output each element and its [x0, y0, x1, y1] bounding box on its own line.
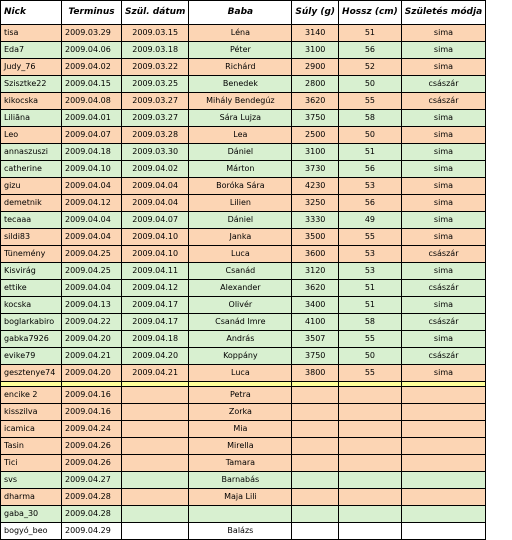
cell-weight — [292, 506, 339, 523]
cell-weight: 2800 — [292, 76, 339, 93]
cell-weight: 3507 — [292, 331, 339, 348]
cell-terminus: 2009.04.04 — [62, 280, 122, 297]
table-row — [1, 348, 486, 365]
cell-birth-mode: sima — [401, 365, 485, 382]
cell-weight: 3500 — [292, 229, 339, 246]
cell-terminus: 2009.04.22 — [62, 314, 122, 331]
table-row — [1, 42, 486, 59]
cell-length: 51 — [339, 297, 402, 314]
cell-weight: 3400 — [292, 297, 339, 314]
cell-baby: Tamara — [189, 455, 292, 472]
cell-length: 56 — [339, 161, 402, 178]
cell-birth-date — [122, 506, 189, 523]
cell-length: 49 — [339, 212, 402, 229]
cell-baby: Barnabás — [189, 472, 292, 489]
cell-length — [339, 421, 402, 438]
cell-nick: catherine — [1, 161, 62, 178]
cell-nick: bogyó_beo — [1, 523, 62, 540]
header-nick: Nick — [1, 1, 62, 25]
cell-terminus: 2009.04.16 — [62, 404, 122, 421]
cell-baby: Lea — [189, 127, 292, 144]
cell-birth-date: 2009.04.10 — [122, 229, 189, 246]
cell-nick: Tasin — [1, 438, 62, 455]
cell-length: 55 — [339, 229, 402, 246]
cell-nick: dharma — [1, 489, 62, 506]
cell-birth-date — [122, 421, 189, 438]
cell-birth-mode: sima — [401, 127, 485, 144]
cell-length: 51 — [339, 25, 402, 42]
cell-terminus: 2009.04.20 — [62, 365, 122, 382]
cell-birth-date: 2009.04.20 — [122, 348, 189, 365]
cell-birth-mode: császár — [401, 348, 485, 365]
cell-birth-date: 2009.03.25 — [122, 76, 189, 93]
cell-length: 53 — [339, 263, 402, 280]
table-row — [1, 472, 486, 489]
cell-terminus: 2009.04.28 — [62, 506, 122, 523]
table-row — [1, 110, 486, 127]
cell-length — [339, 523, 402, 540]
cell-weight — [292, 438, 339, 455]
table-row — [1, 331, 486, 348]
cell-birth-date: 2009.04.17 — [122, 314, 189, 331]
cell-length: 55 — [339, 331, 402, 348]
cell-nick: gabka7926 — [1, 331, 62, 348]
cell-length: 52 — [339, 59, 402, 76]
table-row — [1, 404, 486, 421]
cell-weight: 3620 — [292, 93, 339, 110]
table-row — [1, 421, 486, 438]
cell-terminus: 2009.04.07 — [62, 127, 122, 144]
cell-terminus: 2009.04.10 — [62, 161, 122, 178]
cell-birth-mode: császár — [401, 93, 485, 110]
cell-birth-date — [122, 489, 189, 506]
cell-birth-mode: sima — [401, 331, 485, 348]
cell-birth-date: 2009.04.04 — [122, 178, 189, 195]
cell-terminus: 2009.04.26 — [62, 455, 122, 472]
cell-birth-mode: sima — [401, 178, 485, 195]
table-row — [1, 455, 486, 472]
cell-birth-date: 2009.03.27 — [122, 110, 189, 127]
cell-baby: Boróka Sára — [189, 178, 292, 195]
cell-length: 58 — [339, 110, 402, 127]
cell-terminus: 2009.04.04 — [62, 212, 122, 229]
cell-weight: 2900 — [292, 59, 339, 76]
header-birth-mode: Születés módja — [401, 1, 485, 25]
cell-weight: 3120 — [292, 263, 339, 280]
cell-weight: 3100 — [292, 42, 339, 59]
header-baby: Baba — [189, 1, 292, 25]
cell-nick: ettike — [1, 280, 62, 297]
cell-weight: 3140 — [292, 25, 339, 42]
cell-birth-mode: sima — [401, 212, 485, 229]
cell-length: 50 — [339, 127, 402, 144]
cell-weight: 3100 — [292, 144, 339, 161]
cell-nick: annaszuszi — [1, 144, 62, 161]
cell-terminus: 2009.04.06 — [62, 42, 122, 59]
cell-baby: Balázs — [189, 523, 292, 540]
cell-terminus: 2009.04.16 — [62, 387, 122, 404]
cell-terminus: 2009.04.01 — [62, 110, 122, 127]
cell-length: 51 — [339, 144, 402, 161]
cell-length — [339, 506, 402, 523]
table-row — [1, 387, 486, 404]
cell-length: 51 — [339, 280, 402, 297]
cell-weight: 3750 — [292, 110, 339, 127]
cell-terminus: 2009.04.04 — [62, 229, 122, 246]
cell-terminus: 2009.04.27 — [62, 472, 122, 489]
cell-birth-mode — [401, 404, 485, 421]
cell-weight: 2500 — [292, 127, 339, 144]
cell-birth-mode: sima — [401, 229, 485, 246]
cell-weight: 3800 — [292, 365, 339, 382]
cell-nick: tecaaa — [1, 212, 62, 229]
cell-baby: András — [189, 331, 292, 348]
cell-birth-mode — [401, 506, 485, 523]
cell-weight — [292, 421, 339, 438]
cell-length: 53 — [339, 178, 402, 195]
cell-nick: encike 2 — [1, 387, 62, 404]
cell-nick: Eda7 — [1, 42, 62, 59]
table-row — [1, 195, 486, 212]
cell-baby: Petra — [189, 387, 292, 404]
cell-terminus: 2009.04.18 — [62, 144, 122, 161]
cell-weight: 3330 — [292, 212, 339, 229]
cell-birth-mode: császár — [401, 314, 485, 331]
cell-baby: Márton — [189, 161, 292, 178]
cell-weight — [292, 404, 339, 421]
cell-length — [339, 404, 402, 421]
cell-weight: 3250 — [292, 195, 339, 212]
cell-length: 53 — [339, 246, 402, 263]
cell-birth-date: 2009.04.02 — [122, 161, 189, 178]
cell-baby: Léna — [189, 25, 292, 42]
cell-nick: evike79 — [1, 348, 62, 365]
cell-birth-mode: sima — [401, 144, 485, 161]
cell-birth-date: 2009.03.30 — [122, 144, 189, 161]
cell-birth-date — [122, 472, 189, 489]
cell-baby: Luca — [189, 246, 292, 263]
cell-weight — [292, 472, 339, 489]
cell-birth-mode — [401, 421, 485, 438]
header-length: Hossz (cm) — [339, 1, 402, 25]
table-row — [1, 59, 486, 76]
cell-weight: 3600 — [292, 246, 339, 263]
cell-baby: Zorka — [189, 404, 292, 421]
cell-baby: Mia — [189, 421, 292, 438]
cell-birth-mode: sima — [401, 297, 485, 314]
table-row — [1, 25, 486, 42]
cell-terminus: 2009.04.28 — [62, 489, 122, 506]
cell-baby: Koppány — [189, 348, 292, 365]
cell-birth-mode — [401, 489, 485, 506]
table-row — [1, 161, 486, 178]
cell-birth-date: 2009.04.21 — [122, 365, 189, 382]
cell-terminus: 2009.04.24 — [62, 421, 122, 438]
cell-baby — [189, 506, 292, 523]
cell-birth-date — [122, 387, 189, 404]
cell-birth-mode: császár — [401, 76, 485, 93]
table-body — [1, 25, 486, 540]
cell-terminus: 2009.04.25 — [62, 263, 122, 280]
cell-baby: Dániel — [189, 144, 292, 161]
cell-weight: 4100 — [292, 314, 339, 331]
cell-birth-mode — [401, 455, 485, 472]
cell-length — [339, 455, 402, 472]
cell-birth-mode: sima — [401, 42, 485, 59]
cell-length — [339, 489, 402, 506]
table-row — [1, 144, 486, 161]
cell-length: 56 — [339, 42, 402, 59]
cell-birth-date: 2009.04.10 — [122, 246, 189, 263]
cell-birth-mode: császár — [401, 246, 485, 263]
cell-birth-date: 2009.04.17 — [122, 297, 189, 314]
cell-baby: Sára Lujza — [189, 110, 292, 127]
cell-baby: Janka — [189, 229, 292, 246]
table-row — [1, 127, 486, 144]
cell-nick: Liliāna — [1, 110, 62, 127]
cell-birth-mode: sima — [401, 195, 485, 212]
cell-terminus: 2009.04.04 — [62, 178, 122, 195]
cell-nick: sildi83 — [1, 229, 62, 246]
header-terminus: Terminus — [62, 1, 122, 25]
cell-terminus: 2009.04.13 — [62, 297, 122, 314]
cell-terminus: 2009.04.29 — [62, 523, 122, 540]
cell-weight — [292, 387, 339, 404]
cell-nick: Judy_76 — [1, 59, 62, 76]
cell-length: 55 — [339, 93, 402, 110]
cell-length: 58 — [339, 314, 402, 331]
header-weight: Súly (g) — [292, 1, 339, 25]
cell-birth-mode: császár — [401, 280, 485, 297]
cell-length: 50 — [339, 76, 402, 93]
table-row — [1, 178, 486, 195]
cell-birth-date: 2009.04.07 — [122, 212, 189, 229]
cell-weight — [292, 489, 339, 506]
cell-baby: Luca — [189, 365, 292, 382]
cell-nick: gaba_30 — [1, 506, 62, 523]
cell-length — [339, 387, 402, 404]
cell-weight: 3730 — [292, 161, 339, 178]
table-row — [1, 297, 486, 314]
table-row — [1, 314, 486, 331]
cell-birth-date: 2009.03.28 — [122, 127, 189, 144]
cell-baby: Péter — [189, 42, 292, 59]
cell-nick: Tici — [1, 455, 62, 472]
cell-length: 50 — [339, 348, 402, 365]
cell-birth-date: 2009.04.11 — [122, 263, 189, 280]
cell-baby: Mirella — [189, 438, 292, 455]
cell-birth-mode: sima — [401, 263, 485, 280]
cell-birth-date: 2009.03.27 — [122, 93, 189, 110]
table-row — [1, 523, 486, 540]
cell-birth-mode — [401, 472, 485, 489]
cell-birth-date: 2009.04.18 — [122, 331, 189, 348]
cell-terminus: 2009.04.08 — [62, 93, 122, 110]
cell-birth-date — [122, 455, 189, 472]
table-row — [1, 263, 486, 280]
cell-terminus: 2009.03.29 — [62, 25, 122, 42]
cell-birth-date: 2009.04.12 — [122, 280, 189, 297]
cell-birth-date: 2009.03.15 — [122, 25, 189, 42]
cell-terminus: 2009.04.25 — [62, 246, 122, 263]
cell-terminus: 2009.04.20 — [62, 331, 122, 348]
header-row — [1, 1, 486, 25]
table-row — [1, 229, 486, 246]
cell-nick: boglarkabiro — [1, 314, 62, 331]
cell-birth-mode: sima — [401, 110, 485, 127]
table-row — [1, 93, 486, 110]
cell-terminus: 2009.04.15 — [62, 76, 122, 93]
cell-terminus: 2009.04.12 — [62, 195, 122, 212]
table-row — [1, 246, 486, 263]
cell-birth-mode: sima — [401, 25, 485, 42]
cell-birth-date — [122, 438, 189, 455]
cell-nick: Kisvirág — [1, 263, 62, 280]
cell-baby: Olivér — [189, 297, 292, 314]
cell-baby: Richárd — [189, 59, 292, 76]
cell-nick: kisszilva — [1, 404, 62, 421]
cell-birth-date: 2009.03.22 — [122, 59, 189, 76]
cell-baby: Maja Lili — [189, 489, 292, 506]
cell-weight: 4230 — [292, 178, 339, 195]
cell-nick: Tünemény — [1, 246, 62, 263]
table-row — [1, 365, 486, 382]
header-birth-date: Szül. dátum — [122, 1, 189, 25]
cell-baby: Csanád Imre — [189, 314, 292, 331]
cell-birth-date — [122, 404, 189, 421]
table-row — [1, 212, 486, 229]
cell-nick: demetnik — [1, 195, 62, 212]
table-row — [1, 280, 486, 297]
cell-nick: gizu — [1, 178, 62, 195]
cell-birth-mode: sima — [401, 59, 485, 76]
cell-terminus: 2009.04.26 — [62, 438, 122, 455]
cell-length — [339, 438, 402, 455]
cell-baby: Mihály Bendegúz — [189, 93, 292, 110]
cell-birth-date: 2009.04.04 — [122, 195, 189, 212]
cell-birth-mode — [401, 438, 485, 455]
cell-birth-date — [122, 523, 189, 540]
cell-birth-mode: sima — [401, 161, 485, 178]
cell-terminus: 2009.04.02 — [62, 59, 122, 76]
table-row — [1, 506, 486, 523]
table-row — [1, 489, 486, 506]
cell-nick: svs — [1, 472, 62, 489]
table-row — [1, 438, 486, 455]
cell-weight: 3620 — [292, 280, 339, 297]
cell-length: 56 — [339, 195, 402, 212]
cell-nick: icamica — [1, 421, 62, 438]
cell-weight — [292, 523, 339, 540]
cell-nick: gesztenye74 — [1, 365, 62, 382]
cell-baby: Csanád — [189, 263, 292, 280]
cell-terminus: 2009.04.21 — [62, 348, 122, 365]
cell-baby: Alexander — [189, 280, 292, 297]
cell-birth-mode — [401, 523, 485, 540]
cell-nick: kocska — [1, 297, 62, 314]
table-row — [1, 76, 486, 93]
cell-baby: Lilien — [189, 195, 292, 212]
cell-length — [339, 472, 402, 489]
cell-weight — [292, 455, 339, 472]
cell-birth-date: 2009.03.18 — [122, 42, 189, 59]
cell-baby: Benedek — [189, 76, 292, 93]
cell-nick: Szisztke22 — [1, 76, 62, 93]
cell-baby: Dániel — [189, 212, 292, 229]
cell-nick: tisa — [1, 25, 62, 42]
cell-length: 55 — [339, 365, 402, 382]
cell-birth-mode — [401, 387, 485, 404]
cell-weight: 3750 — [292, 348, 339, 365]
cell-nick: Leo — [1, 127, 62, 144]
cell-nick: kikocska — [1, 93, 62, 110]
